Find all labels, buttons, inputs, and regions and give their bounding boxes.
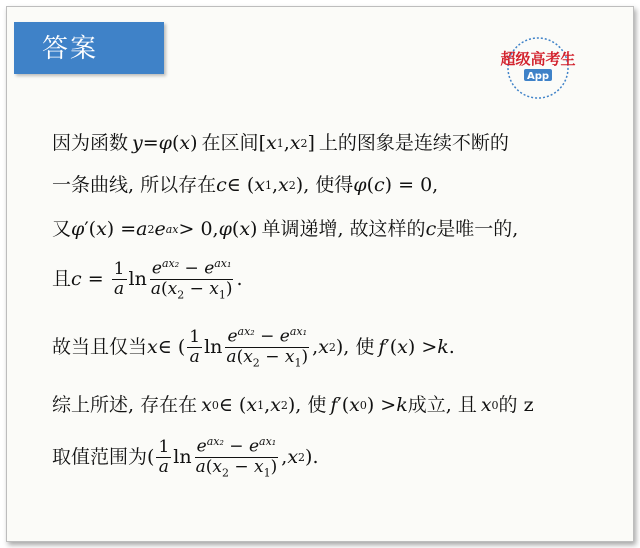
text: , 使得 [303, 174, 354, 196]
text: 的 z [498, 394, 534, 416]
text: , [432, 174, 439, 196]
text: 成立, 且 [407, 394, 477, 416]
text: 一条曲线, 所以存在 [52, 174, 217, 196]
text: . [236, 267, 243, 290]
text: 是唯一的, [436, 218, 519, 240]
text: 又 [52, 218, 72, 240]
text: . [448, 335, 455, 358]
text: 故当且仅当 [52, 335, 148, 358]
text: 取值范围为 [52, 445, 148, 468]
text: , 使 [295, 394, 327, 416]
text: . [312, 445, 319, 468]
solution-line-4: 且 c = $\frac{1}{a}$ ln $\frac{e^{ax_2} - e^{ax_1}}{a(x_2 - x_1)}$ . [52, 257, 243, 302]
svg-text:App: App [526, 71, 550, 82]
solution-line-2: 一条曲线, 所以存在 c ∈ ( x 1 , x 2 ) , 使得 φ ( c ) = 0 , [52, 174, 439, 196]
text: 单调递增, 故这样的 [261, 218, 426, 240]
answer-title: 答案 [42, 34, 99, 64]
solution-line-5: 故当且仅当 x ∈ ( $\frac{1}{a}$ ln $\frac{e^{ax_2} - e^{ax_1}}{a(x_2 - x_1)}$ , x 2 ) , 使 f ′( x ) > k . [52, 325, 455, 370]
text: 在区间 [201, 132, 259, 154]
solution-line-1: 因为函数 y = φ ( x ) 在区间 [ x 1 , x 2 ] 上的图象是连续不断的 [52, 132, 509, 154]
answer-header-tab [14, 22, 164, 74]
solution-line-3: 又 φ ′( x ) = a 2 e ax > 0, φ ( x ) 单调递增, 故这样的 c 是唯一的, [52, 218, 519, 240]
text: 因为函数 [52, 132, 129, 154]
text: , 使 [343, 335, 375, 358]
svg-text:超级高考生: 超级高考生 [500, 50, 576, 68]
solution-line-7: 取值范围为 ( $\frac{1}{a}$ ln $\frac{e^{ax_2} - e^{ax_1}}{a(x_2 - x_1)}$ , x 2 ) . [52, 435, 319, 480]
text: 综上所述, 存在在 [52, 394, 198, 416]
super-gaokao-app-logo [496, 36, 580, 100]
solution-line-6: 综上所述, 存在在 x 0 ∈ ( x 1 , x 2 ) , 使 f ′( x 0 ) > k 成立, 且 x 0 的 z [52, 394, 534, 416]
text: 上的图象是连续不断的 [318, 132, 509, 154]
text: 且 [52, 267, 72, 290]
